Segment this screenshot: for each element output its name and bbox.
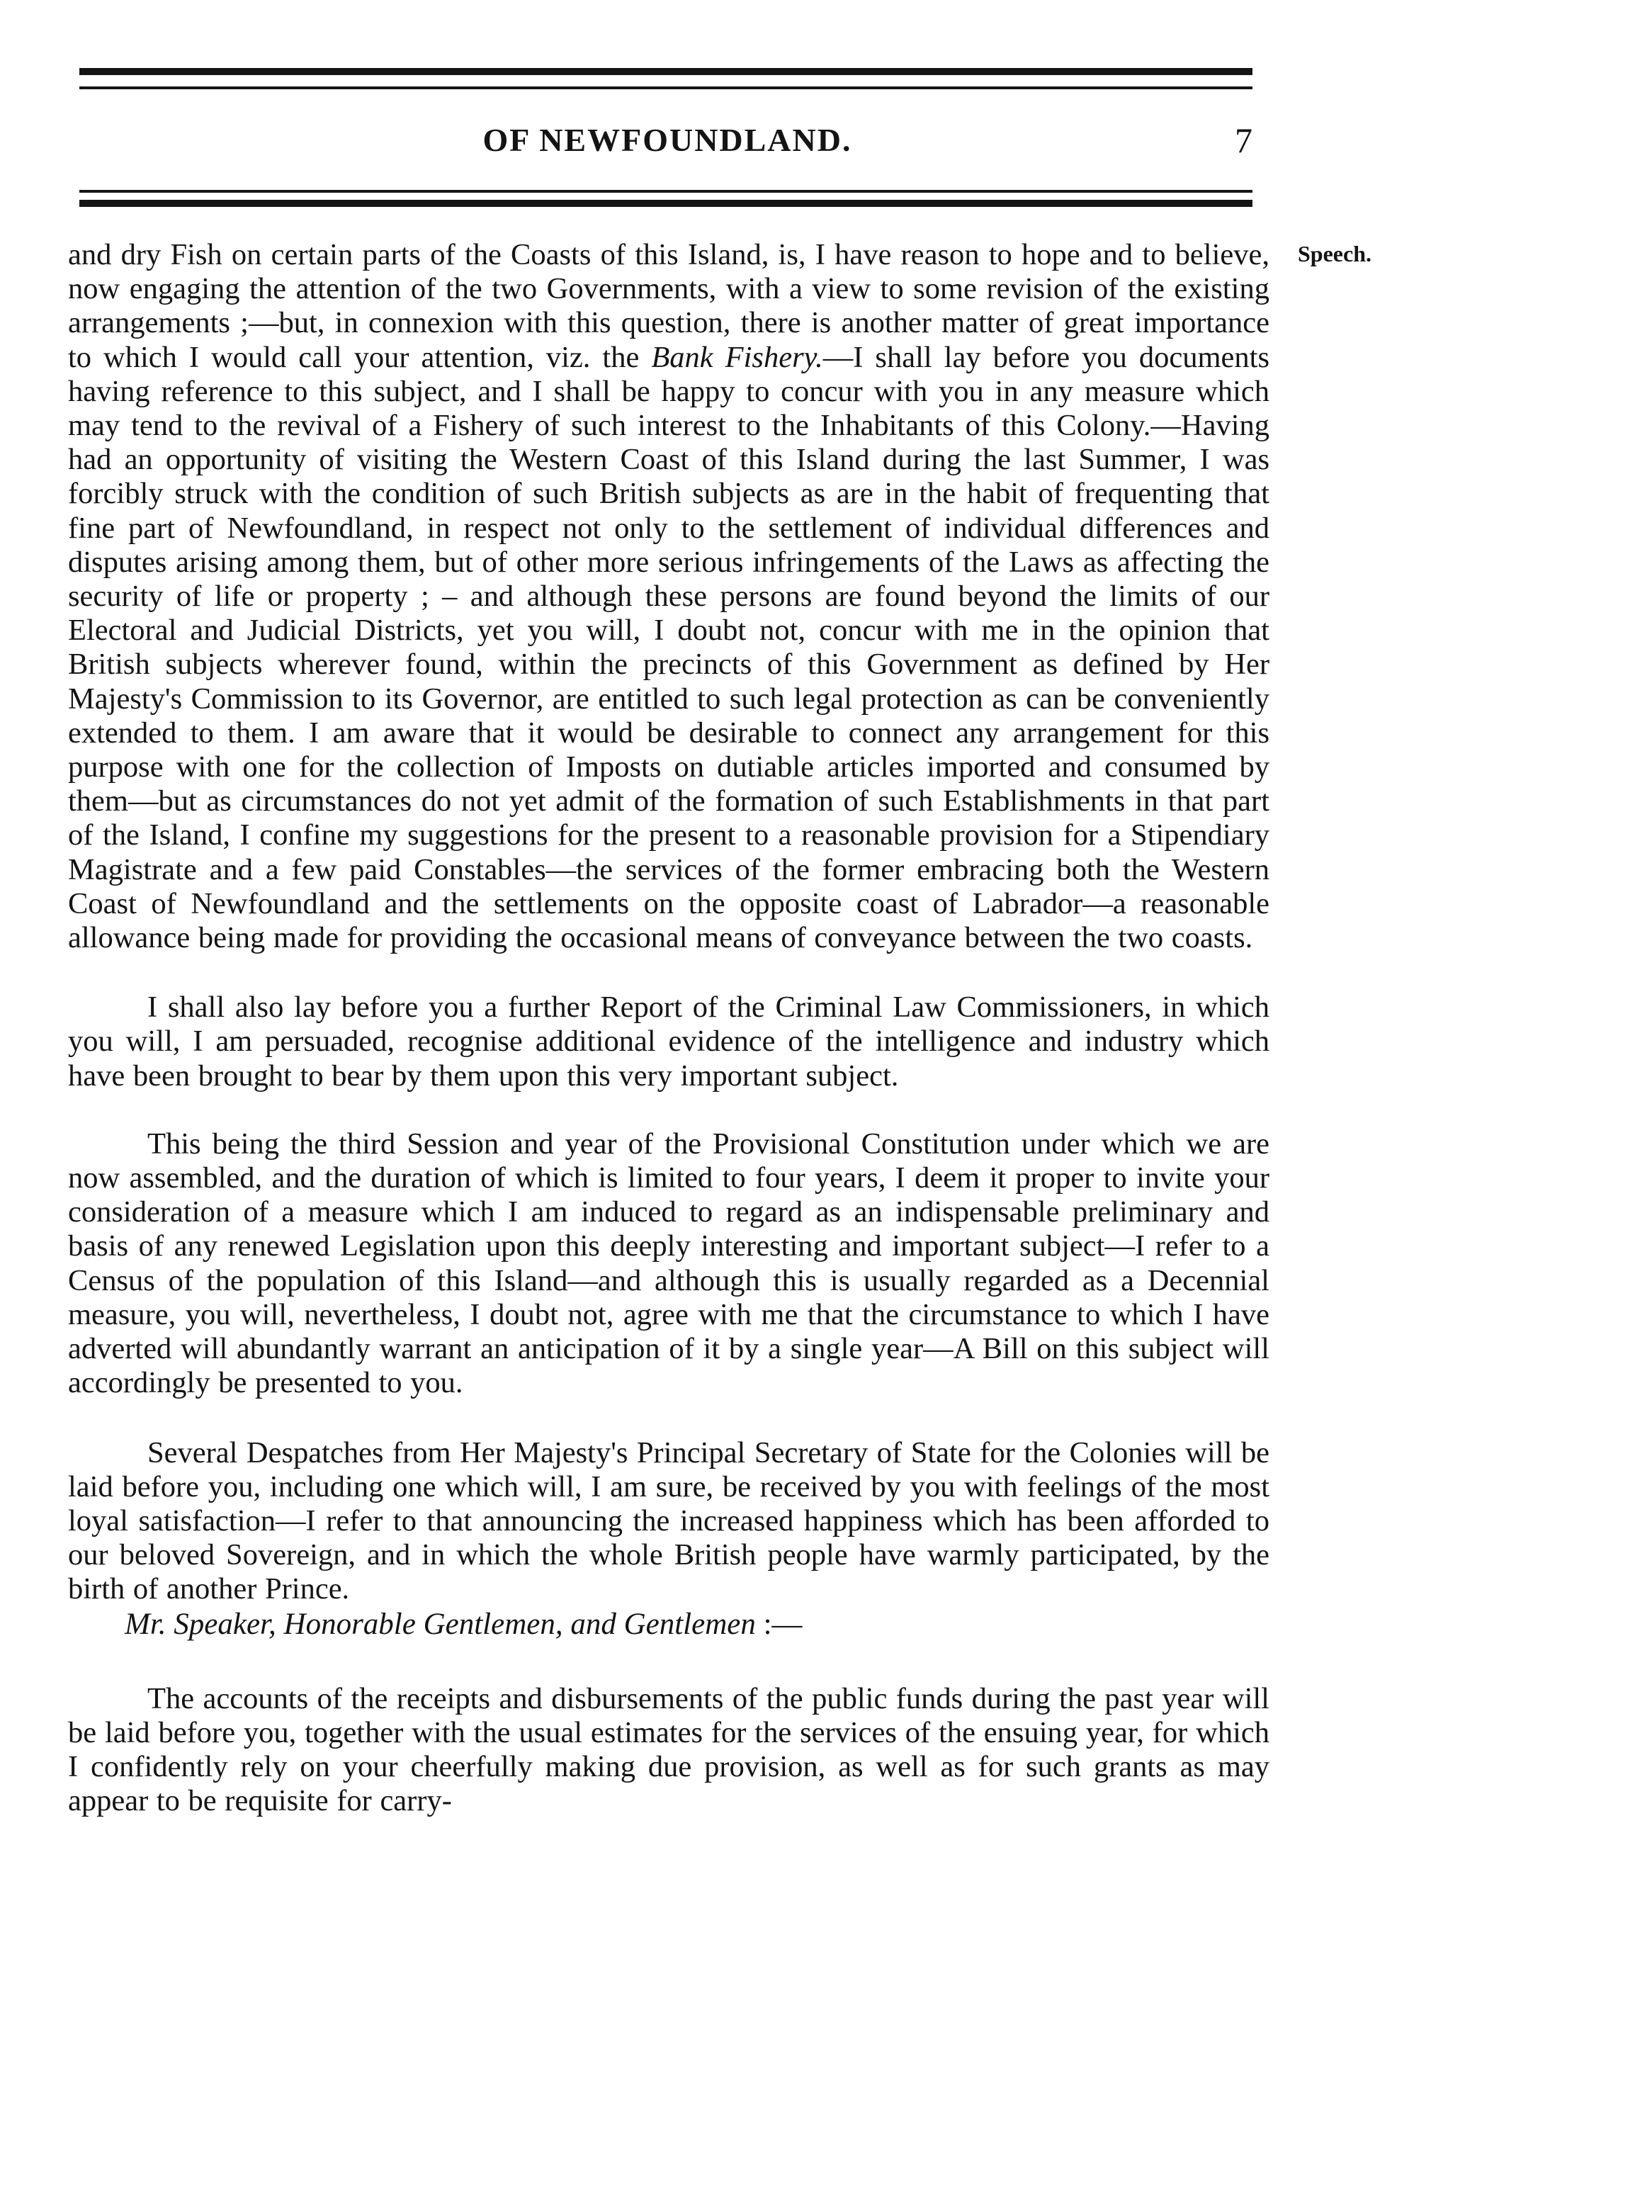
running-head [79, 119, 1255, 162]
header-rule-bottom-thin [79, 190, 1252, 193]
paragraph-1-after: —I shall lay before you documents having reference to this subject, and I shall be happy to concur with you in any measure which may tend to the revival of a Fishery of such interest to the Inhabitants of this Colony.—Having had an opportunity of visiting the Western Coast of this Island during the last Summer, I was forcibly struck with the condition of such British subjects as are in the habit of frequenting that fine part of Newfoundland, in respect not only to the settlement of individual differences and disputes arising among them, but of other more serious infringements of the Laws as affecting the security of life or property ; – and although these persons are found beyond the limits of our Electoral and Judicial Districts, yet you will, I doubt not, concur with me in the opinion that British subjects wherever found, within the precincts of this Government as defined by Her Majesty's Commission to its Governor, are entitled to such legal protection as can be conveniently extended to them. I am aware that it would be desirable to connect any arrangement for this purpose with one for the collection of Imposts on dutiable articles imported and consumed by them—but as circumstances do not yet admit of the formation of such Establishments in that part of the Island, I confine my suggestions for the present to a reasonable provision for a Stipendiary Magistrate and a few paid Constables—the services of the former embracing both the Western Coast of Newfoundland and the settlements on the opposite coast of Labrador—a reasonable allowance being made for providing the occasional means of conveyance between the two coasts. [68, 340, 1269, 955]
paragraph-public-accounts: The accounts of the receipts and disbursements of the public funds during the past year will be laid before you, together with the usual estimates for the services of the ensuing year, for which I confidently rely on your cheerfully making due provision, as well as for such grants as may appear to be requisite for carry- [68, 1681, 1269, 1818]
margin-note: Speech. [1298, 241, 1371, 266]
header-rule-top-thin [79, 86, 1252, 89]
bank-fishery-term: Bank Fishery. [651, 340, 823, 374]
page-number: 7 [1235, 120, 1252, 160]
header-rule-bottom-thick [79, 200, 1252, 207]
body-text [68, 238, 1269, 1818]
running-title: OF NEWFOUNDLAND. [482, 122, 852, 158]
paragraph-1-before: and dry Fish on certain parts of the Coasts of this Island, is, I have reason to hope and to believe, now engaging the attention of the two Governments, with a view to some revision of the existing arrangements ;—but, in connexion with this question, there is another matter of great importance to which I would call your attention, viz. the [68, 238, 1269, 374]
paragraph-bank-fishery [68, 238, 1269, 955]
address-salutation: Mr. Speaker, Honorable Gentlemen, and Gentlemen [125, 1607, 756, 1641]
paragraph-despatches: Several Despatches from Her Majesty's Principal Secretary of State for the Colonies will be laid before you, including one which will, I am sure, be received by you with feelings of the most loyal satisfaction—I refer to that announcing the increased happiness which has been afforded to our beloved Sovereign, and in which the whole British people have warmly participated, by the birth of another Prince. [68, 1435, 1269, 1606]
address-punctuation: :— [755, 1607, 803, 1641]
paragraph-census: This being the third Session and year of the Provisional Constitution under which we are now assembled, and the duration of which is limited to four years, I deem it proper to invite your consideration of a measure which I am induced to regard as an indispensable preliminary and basis of any renewed Legislation upon this deeply interesting and important subject—I refer to a Census of the population of this Island—and although this is usually regarded as a Decennial measure, you will, nevertheless, I doubt not, agree with me that the circumstance to which I have adverted will abundantly warrant an anticipation of it by a single year—A Bill on this subject will accordingly be presented to you. [68, 1127, 1269, 1400]
header-rule-top-thick [79, 68, 1252, 75]
paragraph-criminal-law-report: I shall also lay before you a further Report of the Criminal Law Commissioners, in which you will, I am persuaded, recognise additional evidence of the intelligence and industry which have been brought to bear by them upon this very important subject. [68, 991, 1269, 1093]
address-line [68, 1607, 1269, 1642]
